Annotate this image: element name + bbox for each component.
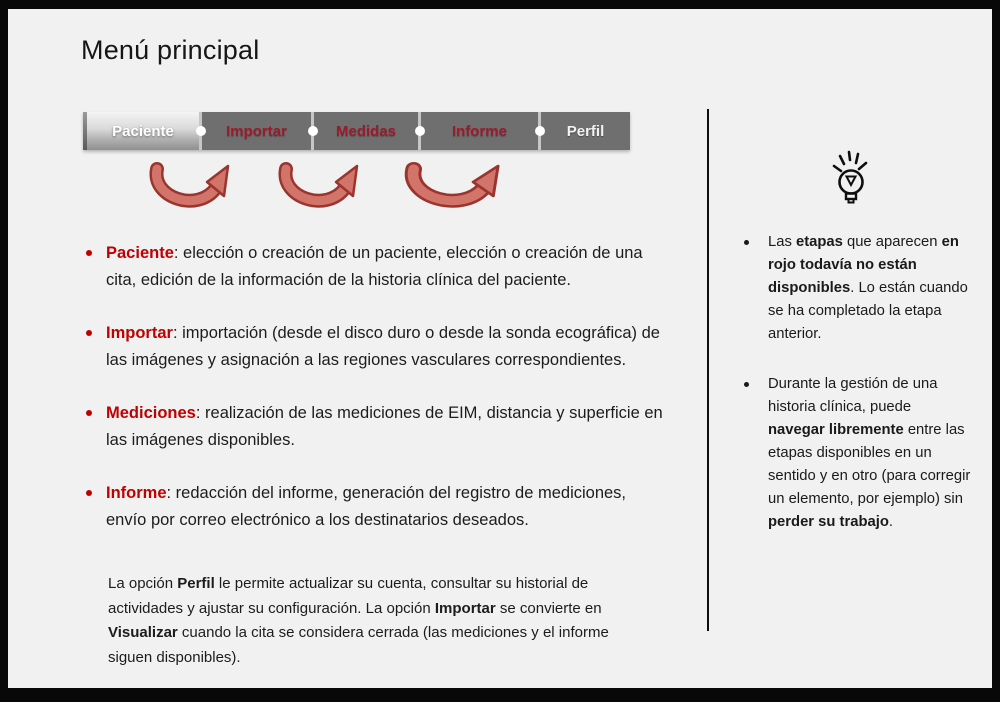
- list-item: [83, 480, 668, 534]
- separator-dot-icon: [196, 126, 206, 136]
- bullet-icon: [744, 240, 749, 245]
- tab-perfil[interactable]: [541, 112, 630, 150]
- tab-medidas[interactable]: [314, 112, 418, 150]
- menu-descriptions-list: [83, 240, 668, 560]
- bullet-text: Paciente: elección o creación de un paciente, elección o creación de una cita, edición de la información de la historia clínica del paciente.: [106, 244, 643, 289]
- tip-text: Las etapas que aparecen en rojo todavía no están disponibles. Lo están cuando se ha completado la etapa anterior.: [768, 234, 968, 342]
- curved-arrow-icon: [277, 160, 362, 212]
- separator-dot-icon: [415, 126, 425, 136]
- menu-separator: [418, 112, 421, 150]
- tip-item: [735, 231, 971, 346]
- menu-separator: [538, 112, 541, 150]
- page-title: Menú principal: [81, 35, 260, 65]
- tab-importar-label: Importar: [226, 122, 287, 140]
- bullet-text: Importar: importación (desde el disco duro o desde la sonda ecográfica) de las imágenes y asignación a las regiones vasculares correspondientes.: [106, 324, 660, 369]
- vertical-divider: [707, 109, 709, 631]
- tab-paciente[interactable]: [87, 112, 199, 150]
- tab-perfil-label: Perfil: [566, 122, 605, 140]
- curved-arrow-icon: [148, 160, 233, 212]
- profile-note: La opción Perfil le permite actualizar su cuenta, consultar su historial de actividades y ajustar su configuración. La opción Importar se convierte en Visualizar cuando la cita se considera cerrada (las mediciones y el informe siguen disponibles).: [108, 575, 609, 666]
- list-item: [83, 320, 668, 374]
- tips-list: [735, 231, 971, 561]
- tab-informe-label: Informe: [451, 122, 507, 140]
- menu-bar: [83, 112, 630, 150]
- tab-informe[interactable]: [421, 112, 538, 150]
- list-item: [83, 240, 668, 294]
- tab-medidas-label: Medidas: [335, 122, 396, 140]
- bullet-icon: [744, 382, 749, 387]
- bullet-icon: [86, 250, 92, 256]
- bullet-text: Informe: redacción del informe, generación del registro de mediciones, envío por correo electrónico a los destinatarios deseados.: [106, 484, 627, 529]
- bullet-icon: [86, 410, 92, 416]
- menu-separator: [311, 112, 314, 150]
- separator-dot-icon: [535, 126, 545, 136]
- bullet-icon: [86, 330, 92, 336]
- bullet-text: Mediciones: realización de las mediciones de EIM, distancia y superficie en las imágenes disponibles.: [106, 404, 663, 449]
- bullet-icon: [86, 490, 92, 496]
- separator-dot-icon: [308, 126, 318, 136]
- tip-text: Durante la gestión de una historia clínica, puede navegar libremente entre las etapas disponibles en un sentido y en otro (para corregir un elemento, por ejemplo) sin perder su trabajo.: [768, 376, 971, 530]
- tab-importar[interactable]: [202, 112, 311, 150]
- menu-separator: [199, 112, 202, 150]
- lightbulb-icon: [825, 149, 877, 207]
- slide: [8, 9, 992, 688]
- curved-arrow-icon: [403, 160, 504, 212]
- tab-paciente-label: Paciente: [112, 122, 174, 140]
- tip-item: [735, 373, 971, 534]
- list-item: [83, 400, 668, 454]
